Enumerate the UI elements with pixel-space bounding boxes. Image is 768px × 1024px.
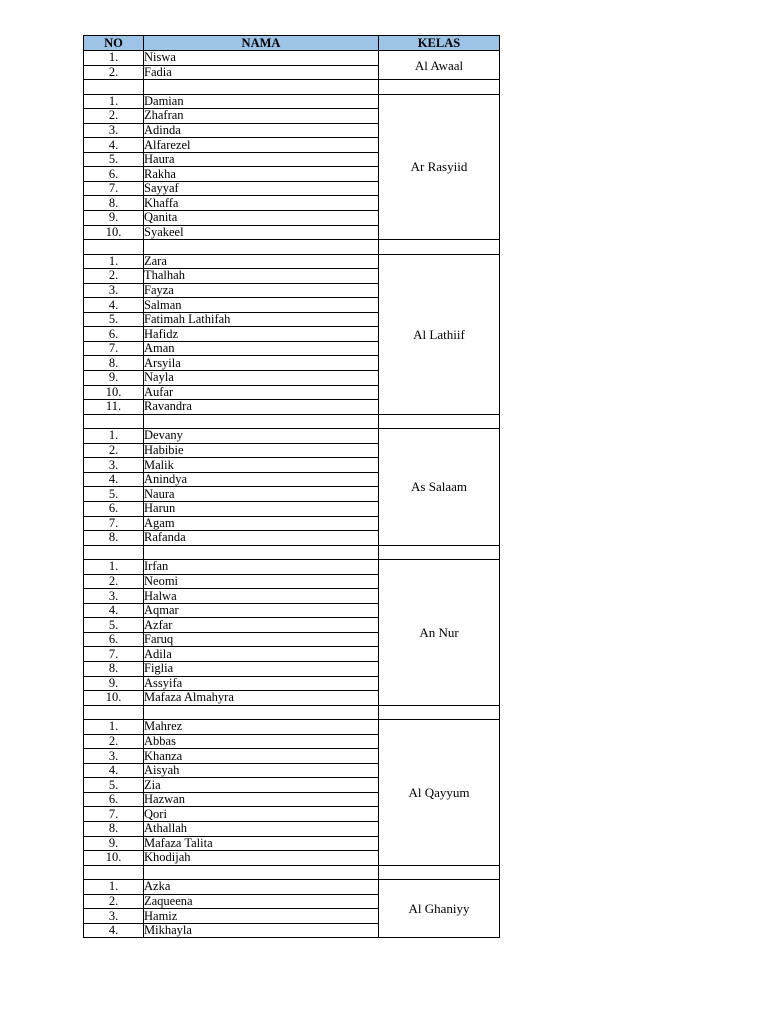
student-number: 5. bbox=[84, 152, 144, 167]
student-number: 7. bbox=[84, 807, 144, 822]
student-name: Qori bbox=[144, 807, 379, 822]
student-number: 2. bbox=[84, 443, 144, 458]
student-number: 1. bbox=[84, 429, 144, 444]
empty-cell bbox=[379, 80, 500, 95]
student-number: 5. bbox=[84, 312, 144, 327]
empty-cell bbox=[144, 705, 379, 720]
class-name: As Salaam bbox=[379, 429, 500, 545]
student-name: Nayla bbox=[144, 371, 379, 386]
student-name: Naura bbox=[144, 487, 379, 502]
table-row bbox=[84, 720, 500, 735]
student-number: 9. bbox=[84, 371, 144, 386]
empty-cell bbox=[379, 240, 500, 255]
group-separator-row bbox=[84, 705, 500, 720]
student-name: Hamiz bbox=[144, 909, 379, 924]
empty-cell bbox=[144, 545, 379, 560]
student-name: Salman bbox=[144, 298, 379, 313]
student-number: 3. bbox=[84, 909, 144, 924]
student-class-table bbox=[83, 35, 500, 938]
student-number: 5. bbox=[84, 778, 144, 793]
student-name: Halwa bbox=[144, 589, 379, 604]
student-name: Syakeel bbox=[144, 225, 379, 240]
student-number: 6. bbox=[84, 792, 144, 807]
student-name: Fatimah Lathifah bbox=[144, 312, 379, 327]
empty-cell bbox=[144, 865, 379, 880]
student-name: Agam bbox=[144, 516, 379, 531]
table-row bbox=[84, 94, 500, 109]
group-separator-row bbox=[84, 865, 500, 880]
student-number: 4. bbox=[84, 603, 144, 618]
table-row bbox=[84, 429, 500, 444]
student-name: Assyifa bbox=[144, 676, 379, 691]
student-number: 8. bbox=[84, 531, 144, 546]
student-number: 7. bbox=[84, 516, 144, 531]
table-body bbox=[84, 51, 500, 938]
student-number: 6. bbox=[84, 167, 144, 182]
student-number: 2. bbox=[84, 65, 144, 80]
student-number: 6. bbox=[84, 327, 144, 342]
student-name: Aisyah bbox=[144, 763, 379, 778]
student-name: Khanza bbox=[144, 749, 379, 764]
student-name: Aman bbox=[144, 341, 379, 356]
class-name: Ar Rasyiid bbox=[379, 94, 500, 239]
student-name: Azka bbox=[144, 880, 379, 895]
student-name: Adila bbox=[144, 647, 379, 662]
student-number: 3. bbox=[84, 589, 144, 604]
student-name: Figlia bbox=[144, 661, 379, 676]
student-name: Khaffa bbox=[144, 196, 379, 211]
student-number: 1. bbox=[84, 720, 144, 735]
student-number: 1. bbox=[84, 94, 144, 109]
student-name: Abbas bbox=[144, 734, 379, 749]
student-number: 6. bbox=[84, 632, 144, 647]
student-number: 4. bbox=[84, 763, 144, 778]
student-number: 7. bbox=[84, 181, 144, 196]
empty-cell bbox=[84, 240, 144, 255]
student-number: 7. bbox=[84, 647, 144, 662]
student-number: 9. bbox=[84, 211, 144, 226]
student-number: 10. bbox=[84, 225, 144, 240]
student-name: Neomi bbox=[144, 574, 379, 589]
empty-cell bbox=[379, 545, 500, 560]
student-name: Damian bbox=[144, 94, 379, 109]
student-name: Fayza bbox=[144, 283, 379, 298]
student-number: 9. bbox=[84, 836, 144, 851]
student-name: Adinda bbox=[144, 123, 379, 138]
student-number: 1. bbox=[84, 880, 144, 895]
student-number: 3. bbox=[84, 749, 144, 764]
header-no: NO bbox=[84, 36, 144, 51]
empty-cell bbox=[379, 865, 500, 880]
student-number: 4. bbox=[84, 923, 144, 938]
table-header-row bbox=[84, 36, 500, 51]
group-separator-row bbox=[84, 240, 500, 255]
student-number: 2. bbox=[84, 894, 144, 909]
empty-cell bbox=[84, 414, 144, 429]
table-row bbox=[84, 560, 500, 575]
student-name: Sayyaf bbox=[144, 181, 379, 196]
student-name: Mahrez bbox=[144, 720, 379, 735]
student-number: 8. bbox=[84, 661, 144, 676]
student-name: Haura bbox=[144, 152, 379, 167]
empty-cell bbox=[379, 414, 500, 429]
student-name: Khodijah bbox=[144, 851, 379, 866]
student-number: 4. bbox=[84, 472, 144, 487]
table-row bbox=[84, 51, 500, 66]
student-name: Zara bbox=[144, 254, 379, 269]
empty-cell bbox=[84, 705, 144, 720]
student-name: Zhafran bbox=[144, 109, 379, 124]
student-name: Zaqueena bbox=[144, 894, 379, 909]
class-name: Al Qayyum bbox=[379, 720, 500, 865]
student-name: Habibie bbox=[144, 443, 379, 458]
group-separator-row bbox=[84, 545, 500, 560]
student-number: 10. bbox=[84, 385, 144, 400]
student-number: 9. bbox=[84, 676, 144, 691]
student-number: 1. bbox=[84, 560, 144, 575]
student-name: Mafaza Talita bbox=[144, 836, 379, 851]
student-name: Malik bbox=[144, 458, 379, 473]
student-name: Hazwan bbox=[144, 792, 379, 807]
student-name: Irfan bbox=[144, 560, 379, 575]
student-name: Ravandra bbox=[144, 400, 379, 415]
student-name: Hafidz bbox=[144, 327, 379, 342]
student-number: 8. bbox=[84, 196, 144, 211]
student-number: 10. bbox=[84, 851, 144, 866]
student-number: 2. bbox=[84, 734, 144, 749]
student-number: 10. bbox=[84, 691, 144, 706]
student-number: 2. bbox=[84, 574, 144, 589]
student-number: 4. bbox=[84, 298, 144, 313]
student-name: Fadia bbox=[144, 65, 379, 80]
header-kelas: KELAS bbox=[379, 36, 500, 51]
student-name: Aufar bbox=[144, 385, 379, 400]
student-number: 2. bbox=[84, 269, 144, 284]
empty-cell bbox=[84, 865, 144, 880]
empty-cell bbox=[84, 545, 144, 560]
student-name: Qanita bbox=[144, 211, 379, 226]
student-number: 3. bbox=[84, 283, 144, 298]
class-name: An Nur bbox=[379, 560, 500, 705]
student-number: 5. bbox=[84, 487, 144, 502]
student-name: Aqmar bbox=[144, 603, 379, 618]
header-nama: NAMA bbox=[144, 36, 379, 51]
student-name: Rakha bbox=[144, 167, 379, 182]
student-name: Azfar bbox=[144, 618, 379, 633]
class-name: Al Awaal bbox=[379, 51, 500, 80]
student-name: Faruq bbox=[144, 632, 379, 647]
empty-cell bbox=[84, 80, 144, 95]
student-name: Devany bbox=[144, 429, 379, 444]
student-number: 3. bbox=[84, 123, 144, 138]
student-number: 11. bbox=[84, 400, 144, 415]
student-name: Niswa bbox=[144, 51, 379, 66]
student-number: 7. bbox=[84, 341, 144, 356]
student-number: 4. bbox=[84, 138, 144, 153]
student-name: Harun bbox=[144, 501, 379, 516]
empty-cell bbox=[144, 80, 379, 95]
student-name: Alfarezel bbox=[144, 138, 379, 153]
student-name: Anindya bbox=[144, 472, 379, 487]
table-row bbox=[84, 880, 500, 895]
empty-cell bbox=[144, 414, 379, 429]
student-name: Athallah bbox=[144, 821, 379, 836]
student-number: 2. bbox=[84, 109, 144, 124]
student-name: Thalhah bbox=[144, 269, 379, 284]
student-number: 3. bbox=[84, 458, 144, 473]
student-name: Mikhayla bbox=[144, 923, 379, 938]
student-number: 6. bbox=[84, 501, 144, 516]
student-number: 1. bbox=[84, 51, 144, 66]
table-row bbox=[84, 254, 500, 269]
group-separator-row bbox=[84, 414, 500, 429]
student-name: Zia bbox=[144, 778, 379, 793]
student-name: Arsyila bbox=[144, 356, 379, 371]
group-separator-row bbox=[84, 80, 500, 95]
class-name: Al Ghaniyy bbox=[379, 880, 500, 938]
class-name: Al Lathiif bbox=[379, 254, 500, 414]
student-name: Mafaza Almahyra bbox=[144, 691, 379, 706]
student-number: 8. bbox=[84, 356, 144, 371]
student-number: 1. bbox=[84, 254, 144, 269]
student-number: 8. bbox=[84, 821, 144, 836]
empty-cell bbox=[144, 240, 379, 255]
student-number: 5. bbox=[84, 618, 144, 633]
student-name: Rafanda bbox=[144, 531, 379, 546]
empty-cell bbox=[379, 705, 500, 720]
